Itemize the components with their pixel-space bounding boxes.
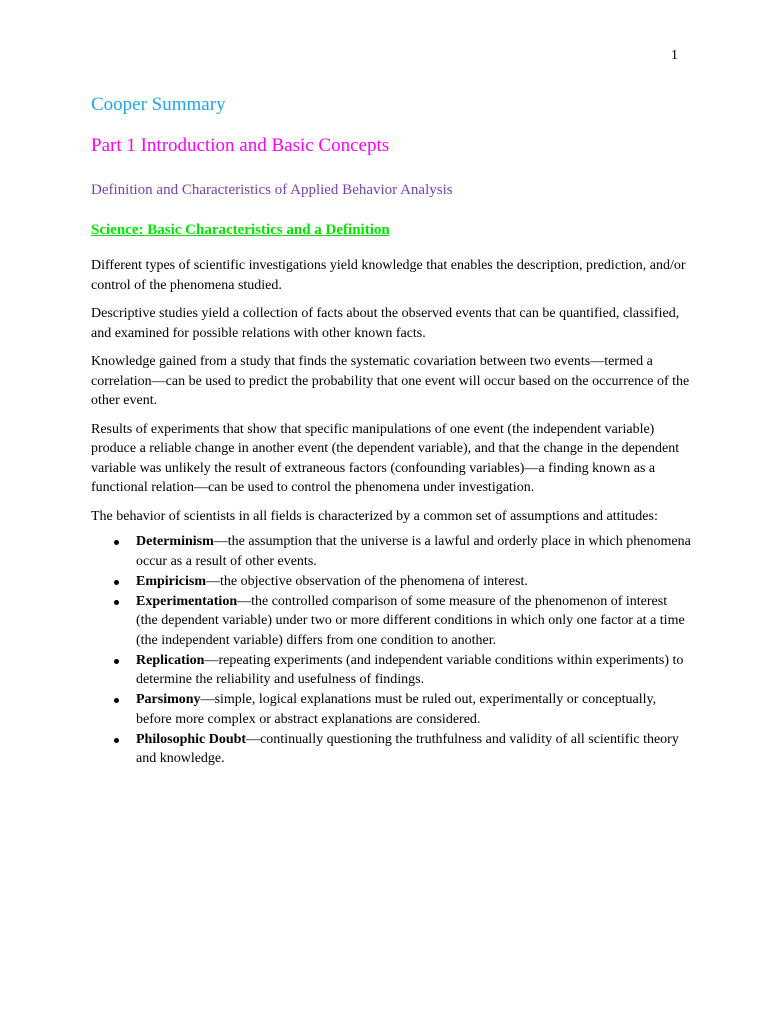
term: Empiricism [136,573,206,589]
definition: —continually questioning the truthfulness and validity of all scientific theory and knowledge. [136,731,679,766]
list-item [91,730,691,769]
paragraph: The behavior of scientists in all fields is characterized by a common set of assumptions and attitudes: [91,508,658,524]
bullet-icon [114,659,119,664]
term: Replication [136,652,205,668]
paragraph: Descriptive studies yield a collection of facts about the observed events that can be quantified, classified, and examined for possible relations with other known facts. [91,306,680,341]
definition: —simple, logical explanations must be ruled out, experimentally or conceptually, before more complex or abstract explanations are considered. [136,692,657,727]
subsection-heading: Science: Basic Characteristics and a Definition [91,222,390,238]
paragraph: Results of experiments that show that specific manipulations of one event (the independent variable) produce a reliable change in another event (the dependent variable), and that the change in the dependent variable was unlikely the result of extraneous factors (confounding variables)—a finding known as a functional relation—can be used to control the phenomena under investigation. [91,421,680,495]
definition: —the controlled comparison of some measure of the phenomenon of interest (the dependent variable) under two or more different conditions in which only one factor at a time (the independent variable) differs from one condition to another. [136,593,685,648]
bullet-icon [114,600,119,605]
page-number: 1 [671,48,678,63]
paragraph: Different types of scientific investigations yield knowledge that enables the description, prediction, and/or control of the phenomena studied. [91,258,686,293]
list-item [91,690,691,729]
term: Determinism [136,534,214,549]
bullet-icon [114,580,119,585]
list-item [91,532,691,571]
definition: —the assumption that the universe is a lawful and orderly place in which phenomena occur as a result of other events. [136,534,691,569]
section-heading: Definition and Characteristics of Applied Behavior Analysis [91,182,453,198]
term: Experimentation [136,593,238,609]
part-heading: Part 1 Introduction and Basic Concepts [91,135,390,156]
list-item [91,592,691,651]
definition: —the objective observation of the phenomena of interest. [206,573,528,589]
bullet-icon [114,698,119,703]
term: Parsimony [136,692,201,707]
document-title: Cooper Summary [91,94,226,115]
list-item [91,572,691,592]
bullet-icon [114,540,119,545]
term: Philosophic Doubt [136,731,247,747]
definition: —repeating experiments (and independent variable conditions within experiments) to determine the reliability and usefulness of findings. [136,652,684,687]
bullet-icon [114,738,119,743]
assumptions-list [91,532,691,769]
paragraph: Knowledge gained from a study that finds the systematic covariation between two events—termed a correlation—can be used to predict the probability that one event will occur based on the occurrence of the other event. [91,354,690,408]
list-item [91,651,691,690]
document-body [91,92,691,769]
